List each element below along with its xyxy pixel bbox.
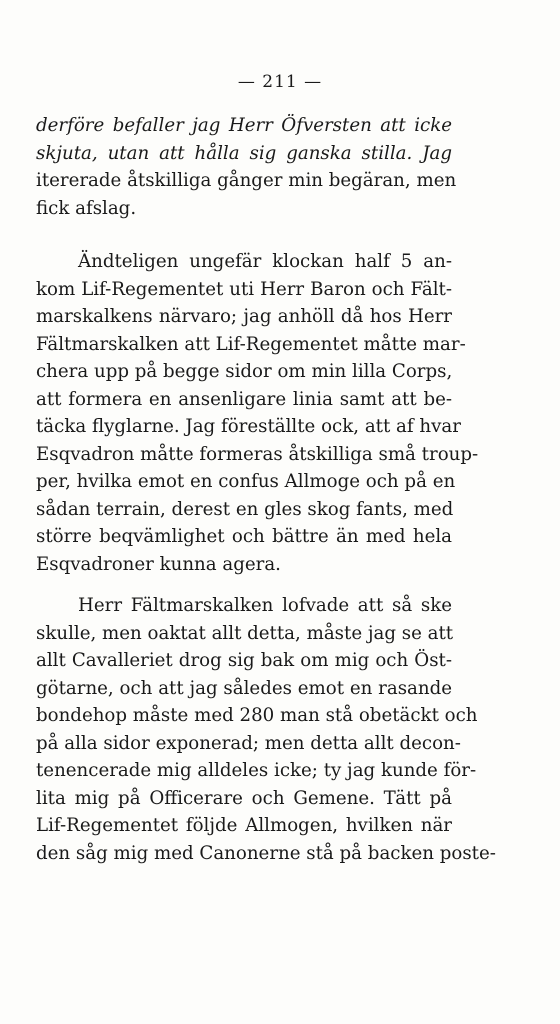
text-line: marskalkens närvaro; jag anhöll då hos Herr xyxy=(36,306,452,327)
text-line: den såg mig med Canonerne stå på backen poste- xyxy=(36,842,496,864)
paragraph-1 xyxy=(36,112,457,222)
text-line: kom Lif-Regementet uti Herr Baron och Fält- xyxy=(36,278,452,300)
paragraph-3 xyxy=(36,592,496,867)
text-line: skulle, men oaktat allt detta, måste jag se att xyxy=(36,622,454,644)
text-line: chera upp på begge sidor om min lilla Corps, xyxy=(36,361,453,382)
text-line: att formera en ansenligare linia samt att be- xyxy=(36,388,452,410)
text-line: Ändteligen ungefär klockan half 5 an- xyxy=(78,251,452,272)
text-line: Esqvadron måtte formeras åtskilliga små troup- xyxy=(36,443,479,465)
text-line: per, hvilka emot en confus Allmoge och på en xyxy=(36,471,456,492)
text-line: derföre befaller jag Herr Öfversten att icke xyxy=(36,115,452,136)
text-line: större beqvämlighet och bättre än med hela xyxy=(36,526,452,547)
text-line: lita mig på Officerare och Gemene. Tätt på xyxy=(36,787,452,809)
text-line: på alla sidor exponerad; men detta allt decon- xyxy=(36,732,461,754)
text-line: Fältmarskalken att Lif-Regementet måtte mar- xyxy=(36,333,466,355)
text-line: sådan terrain, derest en gles skog fants, med xyxy=(36,498,454,520)
text-line: itererade åtskilliga gånger min begäran, men xyxy=(36,170,457,191)
text-line: allt Cavalleriet drog sig bak om mig och Öst- xyxy=(36,650,452,671)
text-line: götarne, och att jag således emot en rasande xyxy=(36,677,452,699)
text-line: Esqvadroner kunna agera. xyxy=(36,553,281,575)
text-line: skjuta, utan att hålla sig ganska stilla. Jag xyxy=(36,142,452,164)
paragraph-2 xyxy=(36,248,479,578)
text-line: bondehop måste med 280 man stå obetäckt och xyxy=(36,705,478,726)
page-number-header: — 211 — xyxy=(237,72,323,92)
text-line: tenencerade mig alldeles icke; ty jag kunde för- xyxy=(36,760,477,781)
text-line: Herr Fältmarskalken lofvade att så ske xyxy=(78,595,452,616)
text-line: fick afslag. xyxy=(36,197,137,219)
text-line: Lif-Regementet följde Allmogen, hvilken när xyxy=(36,815,452,836)
text-line: täcka flyglarne. Jag föreställte ock, att af hvar xyxy=(36,416,461,437)
